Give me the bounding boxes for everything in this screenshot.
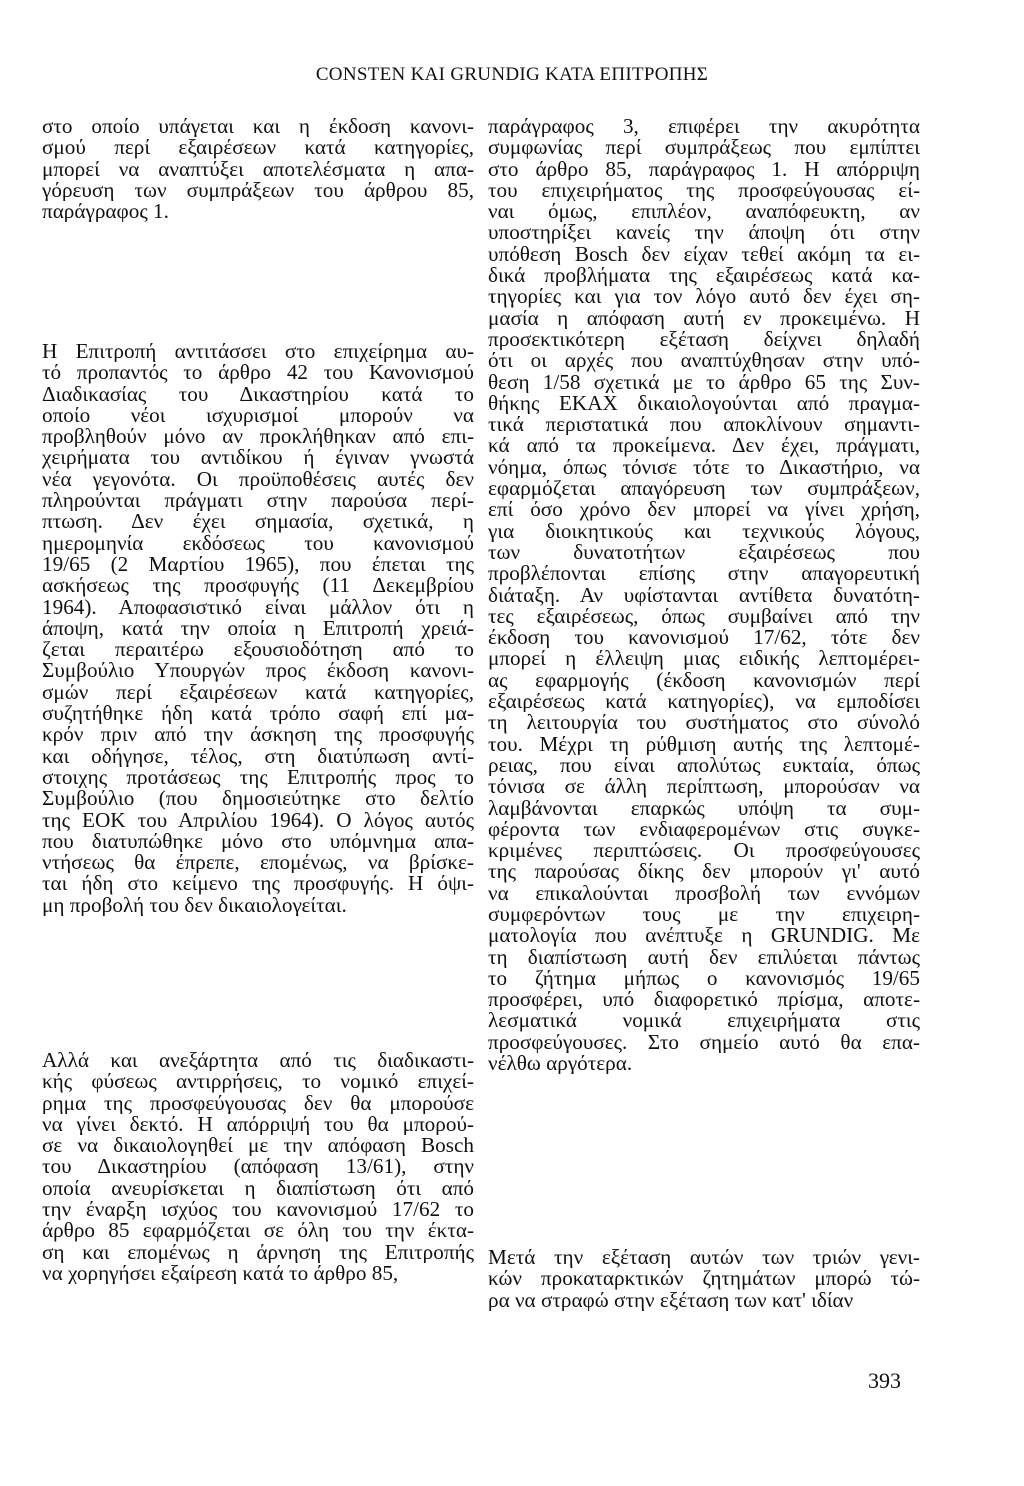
text-line: για διοικητικούς και τεχνικούς λόγους,	[488, 520, 920, 542]
text-line: τό προπαντός το άρθρο 42 του Κανονισμού	[42, 362, 474, 384]
text-line: πτωση. Δεν έχει σημασία, σχετικά, η	[42, 511, 474, 533]
text-line: προσεκτικότερη εξέταση δείχνει δηλαδή	[488, 328, 920, 351]
text-line: άποψη, κατά την οποία η Επιτροπή χρειά-	[42, 617, 474, 640]
text-line: θεση 1/58 σχετικά με το άρθρο 65 της Συν-	[488, 371, 920, 393]
text-line: μπορεί να αναπτύξει αποτελέσματα η απα-	[42, 158, 474, 180]
text-line: δικά προβλήματα της εξαιρέσεως κατά κα-	[488, 265, 920, 287]
left-paragraph-3	[42, 1050, 474, 1284]
text-line: ότι οι αρχές που αναπτύχθησαν στην υπό-	[488, 350, 920, 372]
text-line: ας εφαρμογής (έκδοση κανονισμών περί	[488, 669, 920, 692]
text-line: πληρούνται πράγματι στην παρούσα περί-	[42, 490, 474, 512]
text-line: ασκήσεως της προσφυγής (11 Δεκεμβρίου	[42, 575, 474, 597]
running-header: CONSTEN KAI GRUNDIG KATA ΕΠΙΤΡΟΠΗΣ	[315, 64, 709, 85]
text-line: τικά περιστατικά που αποκλίνουν σημαντι-	[488, 414, 920, 436]
page-number: 393	[868, 1368, 901, 1393]
text-line: τόνισα σε άλλη περίπτωση, μπορούσαν να	[488, 776, 920, 798]
text-line: εξαιρέσεως κατά κατηγορίες), να εμποδίσει	[488, 691, 920, 713]
text-line: να γίνει δεκτό. Η απόρριψή του θα μπορού-	[42, 1113, 474, 1136]
text-line: λαμβάνονται επαρκώς υπόψη τα συμ-	[488, 797, 920, 819]
text-line: ντήσεως θα έπρεπε, επομένως, να βρίσκε-	[42, 852, 474, 874]
text-line: επί όσο χρόνο δεν μπορεί να γίνει χρήση,	[488, 499, 920, 521]
text-line: υποστηρίξει κανείς την άποψη ότι στην	[488, 222, 920, 244]
text-line: Μετά την εξέταση αυτών των τριών γενι-	[488, 1247, 920, 1269]
text-line: της ΕΟΚ του Απριλίου 1964). Ο λόγος αυτός	[42, 809, 474, 831]
text-line: το ζήτημα μήπως ο κανονισμός 19/65	[488, 967, 920, 990]
text-line: του επιχειρήματος της προσφεύγουσας εί-	[488, 179, 920, 202]
text-line: νέλθω αργότερα.	[488, 1053, 633, 1075]
text-line: εφαρμόζεται απαγόρευση των συμπράξεων,	[488, 478, 920, 500]
text-line: προσφεύγουσες. Στο σημείο αυτό θα επα-	[488, 1031, 920, 1054]
text-line: ζεται περαιτέρω εξουσιοδότηση από το	[42, 639, 474, 661]
text-line: προσφέρει, υπό διαφορετικό πρίσμα, αποτε-	[488, 989, 920, 1011]
text-line: κριμένες περιπτώσεις. Οι προσφεύγουσες	[488, 840, 920, 862]
text-line: την έναρξη ισχύος του κανονισμού 17/62 το	[42, 1199, 474, 1221]
text-line: παράγραφος 1.	[42, 201, 169, 223]
text-line: ρα να στραφώ στην εξέταση των κατ' ιδίαν	[488, 1289, 854, 1311]
text-line: τη λειτουργία του συστήματος στο σύνολό	[488, 712, 920, 734]
text-line: ημερομηνία εκδόσεως του κανονισμού	[42, 532, 474, 554]
text-line: χειρήματα του αντιδίκου ή έγιναν γνωστά	[42, 447, 474, 469]
left-paragraph-1	[42, 116, 474, 222]
text-line: σε να δικαιολογηθεί με την απόφαση Bosch	[42, 1135, 474, 1157]
text-line: παράγραφος 3, επιφέρει την ακυρότητα	[488, 116, 920, 138]
text-line: στο άρθρο 85, παράγραφος 1. Η απόρριψη	[488, 158, 920, 180]
text-line: λεσματικά νομικά επιχειρήματα στις	[488, 1010, 920, 1032]
text-line: κά από τα προκείμενα. Δεν έχει, πράγματι,	[488, 435, 920, 457]
text-line: Αλλά και ανεξάρτητα από τις διαδικαστι-	[42, 1050, 474, 1072]
text-line: και οδήγησε, τέλος, στη διατύπωση αντί-	[42, 745, 474, 767]
text-line: σμού περί εξαιρέσεων κατά κατηγορίες,	[42, 137, 474, 159]
text-line: τηγορίες και για τον λόγο αυτό δεν έχει ση-	[488, 286, 920, 308]
text-line: γόρευση των συμπράξεων του άρθρου 85,	[42, 179, 474, 202]
text-line: νέα γεγονότα. Οι προϋποθέσεις αυτές δεν	[42, 468, 474, 491]
text-line: μασία η απόφαση αυτή εν προκειμένω. Η	[488, 307, 920, 329]
text-line: κής φύσεως αντιρρήσεις, το νομικό επιχεί-	[42, 1071, 474, 1093]
text-line: να χορηγήσει εξαίρεση κατά το άρθρο 85,	[42, 1262, 399, 1285]
text-line: της παρούσας δίκης δεν μπορούν γι' αυτό	[488, 861, 920, 883]
text-line: συμφωνίας περί συμπράξεως που εμπίπτει	[488, 137, 920, 159]
right-paragraph-2	[488, 1247, 920, 1311]
text-line: νόημα, όπως τόνισε τότε το Δικαστήριο, να	[488, 456, 920, 479]
text-line: 19/65 (2 Μαρτίου 1965), που έπεται της	[42, 553, 474, 576]
text-line: κών προκαταρκτικών ζητημάτων μπορώ τώ-	[488, 1268, 920, 1290]
text-line: ρημα της προσφεύγουσας δεν θα μπορούσε	[42, 1092, 474, 1114]
text-line: που διατυπώθηκε μόνο στο υπόμνημα απα-	[42, 830, 474, 853]
text-line: Διαδικασίας του Δικαστηρίου κατά το	[42, 383, 474, 405]
text-line: μπορεί η έλλειψη μιας ειδικής λεπτομέρει-	[488, 648, 920, 670]
text-line: θήκης ΕΚΑΧ δικαιολογούνται από πραγμα-	[488, 392, 920, 415]
text-line: Συμβούλιο (που δημοσιεύτηκε στο δελτίο	[42, 788, 474, 810]
text-line: συζητήθηκε ήδη κατά τρόπο σαφή επί μα-	[42, 703, 474, 725]
text-line: έκδοση του κανονισμού 17/62, τότε δεν	[488, 627, 920, 649]
text-line: μη προβολή του δεν δικαιολογείται.	[42, 894, 347, 917]
text-line: φέροντα των ενδιαφερομένων στις συγκε-	[488, 818, 920, 841]
text-line: στοιχης προτάσεως της Επιτροπής προς το	[42, 766, 474, 789]
text-line: να επικαλούνται προσβολή των εννόμων	[488, 882, 920, 904]
text-line: 1964). Αποφασιστικό είναι μάλλον ότι η	[42, 596, 474, 618]
right-paragraph-1	[488, 116, 920, 1074]
text-line: ση και επομένως η άρνηση της Επιτροπής	[42, 1241, 474, 1263]
text-line: συμφερόντων τους με την επιχειρη-	[488, 903, 920, 926]
left-paragraph-2	[42, 341, 474, 916]
text-line: άρθρο 85 εφαρμόζεται σε όλη του την έκτα-	[42, 1220, 474, 1242]
text-line: Συμβούλιο Υπουργών προς έκδοση κανονι-	[42, 660, 474, 682]
text-line: ναι όμως, επιπλέον, αναπόφευκτη, αν	[488, 201, 920, 223]
text-line: υπόθεση Bosch δεν είχαν τεθεί ακόμη τα ει-	[488, 243, 920, 266]
text-line: Η Επιτροπή αντιτάσσει στο επιχείρημα αυ-	[42, 341, 474, 363]
text-line: διάταξη. Αν υφίστανται αντίθετα δυνατότη-	[488, 584, 920, 606]
text-line: του. Μέχρι τη ρύθμιση αυτής της λεπτομέ-	[488, 733, 920, 755]
text-line: προβληθούν μόνο αν προκλήθηκαν από επι-	[42, 426, 474, 448]
text-line: στο οποίο υπάγεται και η έκδοση κανονι-	[42, 116, 474, 138]
text-line: τες εξαιρέσεως, όπως συμβαίνει από την	[488, 605, 920, 628]
text-line: κρόν πριν από την άσκηση της προσφυγής	[42, 724, 474, 746]
text-line: οποίο νέοι ισχυρισμοί μπορούν να	[42, 404, 474, 427]
text-line: οποία ανευρίσκεται η διαπίστωση ότι από	[42, 1177, 474, 1200]
text-line: ματολογία που ανέπτυξε η GRUNDIG. Με	[488, 925, 920, 947]
text-line: ρειας, που είναι απολύτως ευκταία, όπως	[488, 754, 920, 777]
text-line: ται ήδη στο κείμενο της προσφυγής. Η όψι-	[42, 873, 474, 895]
text-line: του Δικαστηρίου (απόφαση 13/61), στην	[42, 1156, 474, 1178]
text-line: σμών περί εξαιρέσεων κατά κατηγορίες,	[42, 681, 474, 704]
text-line: προβλέπονται επίσης στην απαγορευτική	[488, 563, 920, 585]
text-line: τη διαπίστωση αυτή δεν επιλύεται πάντως	[488, 946, 920, 968]
text-line: των δυνατοτήτων εξαιρέσεως που	[488, 541, 920, 564]
